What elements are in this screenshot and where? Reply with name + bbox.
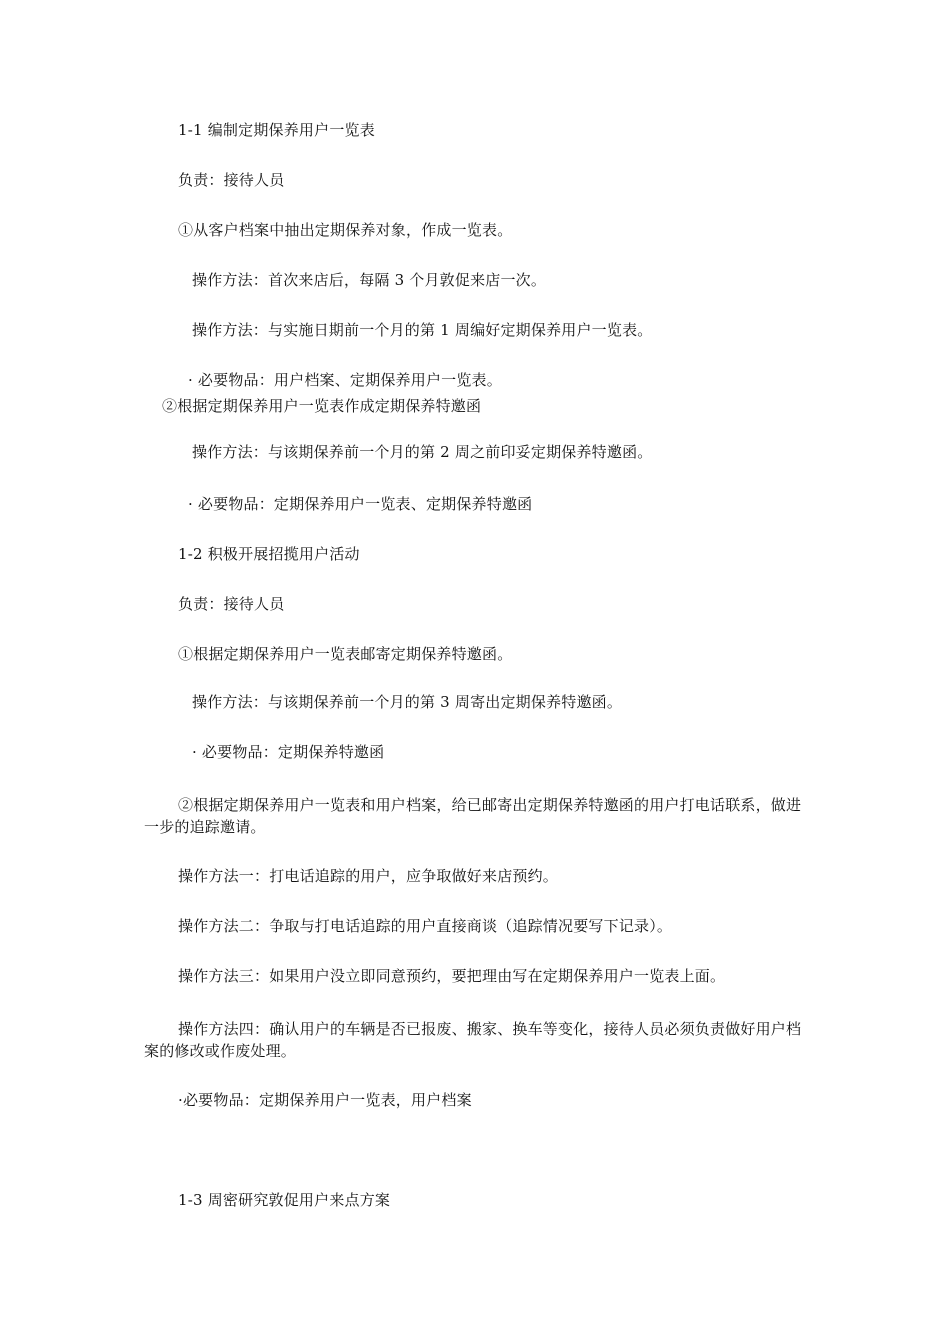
method-line: 操作方法：首次来店后，每隔 3 个月敦促来店一次。	[192, 271, 547, 289]
step-1: ①根据定期保养用户一览表邮寄定期保养特邀函。	[178, 645, 513, 663]
method-line: 操作方法一：打电话追踪的用户，应争取做好来店预约。	[178, 867, 559, 885]
method-line: 操作方法三：如果用户没立即同意预约，要把理由写在定期保养用户一览表上面。	[178, 967, 726, 985]
method-line: 操作方法二：争取与打电话追踪的用户直接商谈（追踪情况要写下记录）。	[178, 917, 673, 935]
responsible-line: 负责：接待人员	[178, 595, 285, 613]
required-items-line: ·必要物品：定期保养用户一览表，用户档案	[178, 1091, 472, 1109]
method-line: 操作方法：与该期保养前一个月的第 2 周之前印妥定期保养特邀函。	[192, 443, 653, 461]
responsible-line: 负责：接待人员	[178, 171, 285, 189]
section-heading-1-2: 1-2 积极开展招揽用户活动	[178, 545, 360, 563]
step-2: ②根据定期保养用户一览表作成定期保养特邀函	[162, 397, 482, 415]
method-4-paragraph: 操作方法四：确认用户的车辆是否已报废、搬家、换车等变化，接待人员必须负责做好用户档案的修改或作废处理。	[144, 1020, 802, 1060]
method-line: 操作方法：与该期保养前一个月的第 3 周寄出定期保养特邀函。	[192, 693, 623, 711]
required-items-line: · 必要物品：定期保养用户一览表、定期保养特邀函	[188, 495, 533, 513]
section-heading-1-3: 1-3 周密研究敦促用户来点方案	[178, 1191, 391, 1209]
step-1: ①从客户档案中抽出定期保养对象，作成一览表。	[178, 221, 513, 239]
required-items-line: · 必要物品：定期保养特邀函	[192, 743, 385, 761]
method-line: 操作方法：与实施日期前一个月的第 1 周编好定期保养用户一览表。	[192, 321, 653, 339]
required-items-line: · 必要物品：用户档案、定期保养用户一览表。	[188, 371, 502, 389]
step-2-paragraph: ②根据定期保养用户一览表和用户档案，给已邮寄出定期保养特邀函的用户打电话联系，做进一步的追踪邀请。	[144, 796, 802, 836]
section-heading-1-1: 1-1 编制定期保养用户一览表	[178, 121, 375, 139]
